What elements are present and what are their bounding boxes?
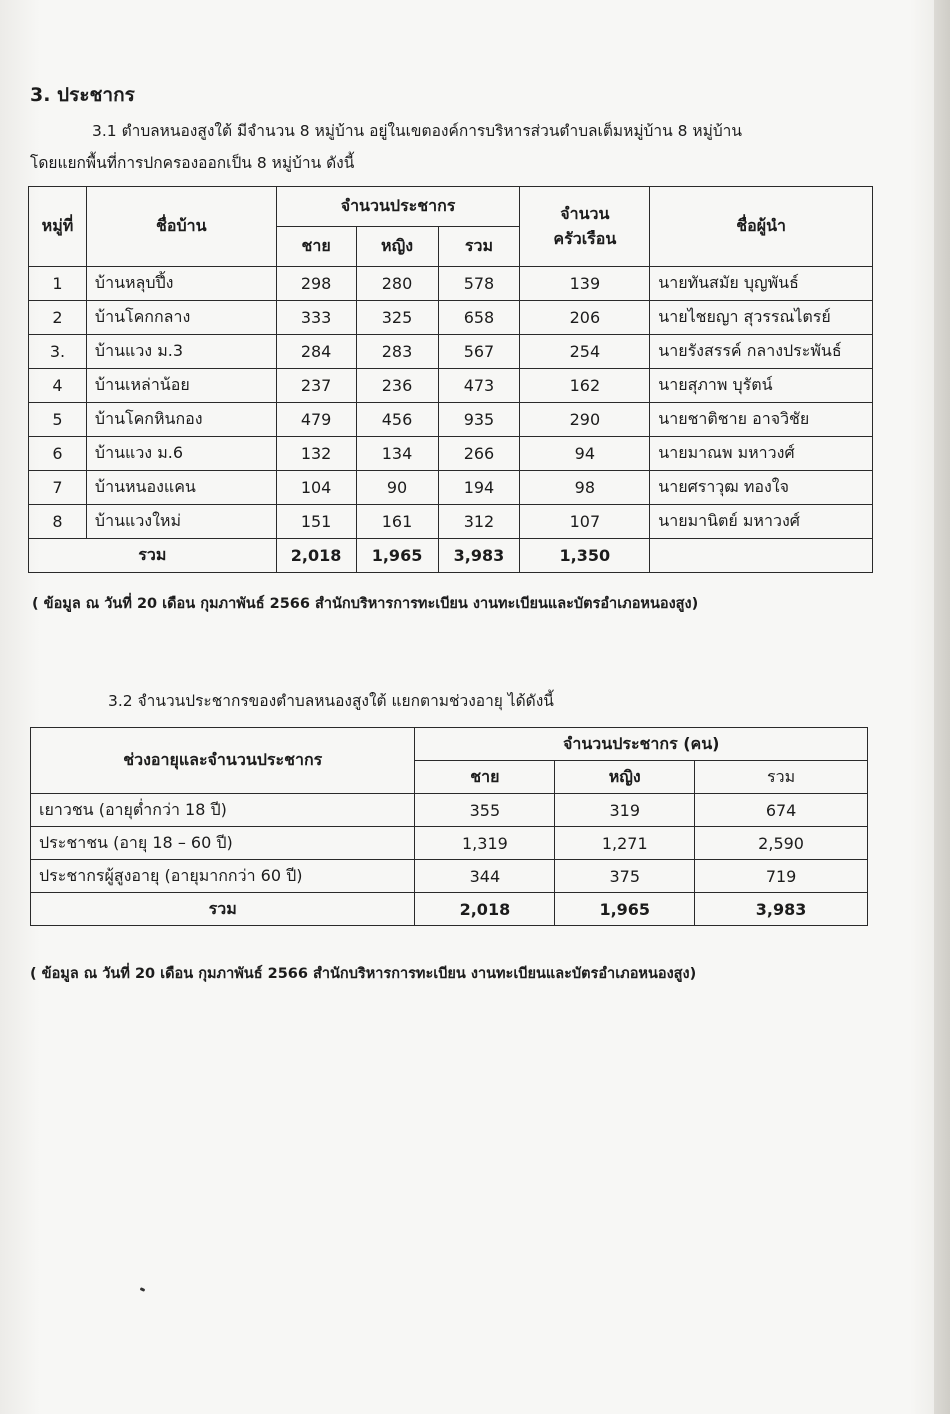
total-female: 1,965 <box>356 539 438 573</box>
total-leader-empty <box>650 539 873 573</box>
total-total: 3,983 <box>695 893 868 926</box>
cell-total: 2,590 <box>695 827 868 860</box>
total-households: 1,350 <box>520 539 650 573</box>
cell-female: 90 <box>356 471 438 505</box>
cell-male: 298 <box>276 267 356 301</box>
cell-village: บ้านเหล่าน้อย <box>86 369 276 403</box>
section-heading: 3. ประชากร <box>30 84 135 106</box>
cell-village: บ้านแวงใหม่ <box>86 505 276 539</box>
total-total: 3,983 <box>438 539 520 573</box>
cell-female: 319 <box>555 794 695 827</box>
village-population-table <box>28 186 873 573</box>
header-population: จำนวนประชากร <box>276 187 520 227</box>
source-note-2: ( ข้อมูล ณ วันที่ 20 เดือน กุมภาพันธ์ 2566 สำนักบริหารการทะเบียน งานทะเบียนและบัตรอำเภอหนองสูง) <box>30 966 697 982</box>
cell-moo: 7 <box>29 471 87 505</box>
cell-male: 151 <box>276 505 356 539</box>
paragraph-3-2: 3.2 จำนวนประชากรของตำบลหนองสูงใต้ แยกตามช่วงอายุ ได้ดังนี้ <box>108 692 554 710</box>
cell-total: 935 <box>438 403 520 437</box>
cell-total: 266 <box>438 437 520 471</box>
cell-village: บ้านแวง ม.6 <box>86 437 276 471</box>
table-row <box>29 437 873 471</box>
header-male: ชาย <box>276 227 356 267</box>
cell-total: 578 <box>438 267 520 301</box>
cell-age-group: เยาวชน (อายุต่ำกว่า 18 ปี) <box>31 794 415 827</box>
table-row <box>31 827 868 860</box>
table-total-row <box>29 539 873 573</box>
source-note-1: ( ข้อมูล ณ วันที่ 20 เดือน กุมภาพันธ์ 2566 สำนักบริหารการทะเบียน งานทะเบียนและบัตรอำเภอหนองสูง) <box>32 596 699 612</box>
cell-age-group: ประชากรผู้สูงอายุ (อายุมากกว่า 60 ปี) <box>31 860 415 893</box>
header-male: ชาย <box>415 761 555 794</box>
table-row <box>31 794 868 827</box>
cell-households: 107 <box>520 505 650 539</box>
table-row <box>29 471 873 505</box>
cell-village: บ้านแวง ม.3 <box>86 335 276 369</box>
total-female: 1,965 <box>555 893 695 926</box>
header-total: รวม <box>695 761 868 794</box>
page-edge-shadow <box>934 0 950 1414</box>
cell-male: 104 <box>276 471 356 505</box>
table-total-row <box>31 893 868 926</box>
cell-male: 479 <box>276 403 356 437</box>
cell-female: 325 <box>356 301 438 335</box>
cell-leader: นายมานิตย์ มหาวงศ์ <box>650 505 873 539</box>
header-moo: หมู่ที่ <box>29 187 87 267</box>
cell-female: 236 <box>356 369 438 403</box>
cell-male: 284 <box>276 335 356 369</box>
cell-leader: นายชาติชาย อาจวิชัย <box>650 403 873 437</box>
header-female: หญิง <box>356 227 438 267</box>
table-row <box>29 301 873 335</box>
cell-male: 355 <box>415 794 555 827</box>
age-group-population-table <box>30 727 868 926</box>
cell-households: 206 <box>520 301 650 335</box>
table-row <box>29 267 873 301</box>
cell-leader: นายรังสรรค์ กลางประพันธ์ <box>650 335 873 369</box>
table-row <box>29 335 873 369</box>
table-row <box>29 403 873 437</box>
header-age-group: ช่วงอายุและจำนวนประชากร <box>31 728 415 794</box>
cell-total: 567 <box>438 335 520 369</box>
header-households-line1: จำนวน <box>560 203 610 223</box>
cell-households: 139 <box>520 267 650 301</box>
cell-households: 94 <box>520 437 650 471</box>
cell-leader: นายไชยญา สุวรรณไตรย์ <box>650 301 873 335</box>
header-leader: ชื่อผู้นำ <box>650 187 873 267</box>
header-households <box>520 187 650 267</box>
cell-moo: 5 <box>29 403 87 437</box>
cell-village: บ้านหนองแคน <box>86 471 276 505</box>
total-male: 2,018 <box>415 893 555 926</box>
cell-female: 283 <box>356 335 438 369</box>
cell-total: 194 <box>438 471 520 505</box>
cell-households: 290 <box>520 403 650 437</box>
cell-moo: 8 <box>29 505 87 539</box>
cell-total: 473 <box>438 369 520 403</box>
header-village: ชื่อบ้าน <box>86 187 276 267</box>
cell-male: 132 <box>276 437 356 471</box>
cell-total: 719 <box>695 860 868 893</box>
paragraph-3-1-line2: โดยแยกพื้นที่การปกครองออกเป็น 8 หมู่บ้าน ดังนี้ <box>30 154 355 172</box>
cell-moo: 3. <box>29 335 87 369</box>
cell-moo: 2 <box>29 301 87 335</box>
cell-leader: นายสุภาพ บุรัตน์ <box>650 369 873 403</box>
total-label: รวม <box>31 893 415 926</box>
cell-total: 658 <box>438 301 520 335</box>
cell-male: 333 <box>276 301 356 335</box>
cell-female: 161 <box>356 505 438 539</box>
cell-female: 375 <box>555 860 695 893</box>
cell-total: 312 <box>438 505 520 539</box>
cell-total: 674 <box>695 794 868 827</box>
table-row <box>31 860 868 893</box>
table-row <box>29 369 873 403</box>
table-row <box>29 505 873 539</box>
cell-moo: 6 <box>29 437 87 471</box>
cell-village: บ้านโคกหินกอง <box>86 403 276 437</box>
total-male: 2,018 <box>276 539 356 573</box>
cell-male: 237 <box>276 369 356 403</box>
cell-moo: 4 <box>29 369 87 403</box>
cell-households: 254 <box>520 335 650 369</box>
cell-moo: 1 <box>29 267 87 301</box>
header-population-people: จำนวนประชากร (คน) <box>415 728 868 761</box>
header-total: รวม <box>438 227 520 267</box>
cell-households: 162 <box>520 369 650 403</box>
cell-leader: นายทันสมัย บุญพันธ์ <box>650 267 873 301</box>
cell-village: บ้านหลุบปึ้ง <box>86 267 276 301</box>
cell-female: 134 <box>356 437 438 471</box>
cell-village: บ้านโคกกลาง <box>86 301 276 335</box>
header-female: หญิง <box>555 761 695 794</box>
cell-leader: นายศราวุฒ ทองใจ <box>650 471 873 505</box>
cell-female: 280 <box>356 267 438 301</box>
cell-female: 456 <box>356 403 438 437</box>
header-households-line2: ครัวเรือน <box>553 228 617 248</box>
cell-leader: นายมาณพ มหาวงศ์ <box>650 437 873 471</box>
cell-male: 344 <box>415 860 555 893</box>
cell-households: 98 <box>520 471 650 505</box>
total-label: รวม <box>29 539 277 573</box>
paragraph-3-1-line1: 3.1 ตำบลหนองสูงใต้ มีจำนวน 8 หมู่บ้าน อยู่ในเขตองค์การบริหารส่วนตำบลเต็มหมู่บ้าน 8 หมู่บ้าน <box>92 122 742 140</box>
cell-age-group: ประชาชน (อายุ 18 – 60 ปี) <box>31 827 415 860</box>
cell-female: 1,271 <box>555 827 695 860</box>
cell-male: 1,319 <box>415 827 555 860</box>
